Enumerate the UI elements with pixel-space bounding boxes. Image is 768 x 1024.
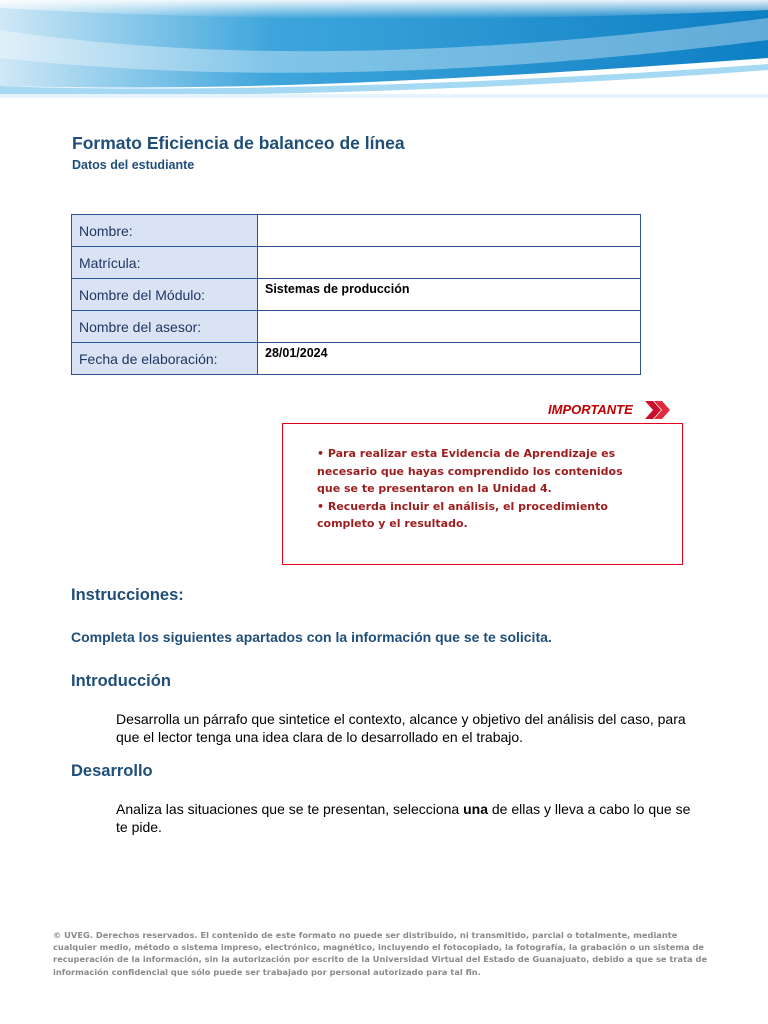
row-label-nombre: Nombre: bbox=[72, 215, 258, 247]
desarrollo-text-end: de ellas y lleva a cabo lo que se te pide. bbox=[116, 801, 691, 835]
page-title: Formato Eficiencia de balanceo de línea bbox=[72, 133, 405, 153]
desarrollo-text bbox=[116, 801, 696, 836]
important-item: • Para realizar esta Evidencia de Aprendizaje es necesario que hayas comprendido los contenidos que se te presentaron en la Unidad 4. bbox=[317, 447, 623, 495]
row-value-asesor[interactable] bbox=[258, 311, 641, 343]
row-value-modulo[interactable]: Sistemas de producción bbox=[258, 279, 641, 311]
header-banner bbox=[0, 0, 768, 98]
table-row bbox=[72, 215, 641, 247]
desarrollo-heading: Desarrollo bbox=[71, 762, 153, 780]
important-header bbox=[548, 398, 674, 422]
row-value-nombre[interactable] bbox=[258, 215, 641, 247]
table-row bbox=[72, 247, 641, 279]
important-item: • Recuerda incluir el análisis, el procedimiento completo y el resultado. bbox=[317, 499, 608, 530]
table-row bbox=[72, 311, 641, 343]
introduccion-heading: Introducción bbox=[71, 672, 171, 690]
row-value-fecha[interactable]: 28/01/2024 bbox=[258, 343, 641, 375]
student-data-table bbox=[71, 214, 641, 375]
row-label-modulo: Nombre del Módulo: bbox=[72, 279, 258, 311]
table-row bbox=[72, 279, 641, 311]
row-label-fecha: Fecha de elaboración: bbox=[72, 343, 258, 375]
introduccion-text: Desarrolla un párrafo que sintetice el contexto, alcance y objetivo del análisis del caso, para que el lector tenga una idea clara de lo desarrollado en el trabajo. bbox=[116, 711, 686, 745]
page-subtitle: Datos del estudiante bbox=[72, 158, 195, 172]
row-label-matricula: Matrícula: bbox=[72, 247, 258, 279]
copyright-footer: © UVEG. Derechos reservados. El contenido de este formato no puede ser distribuido, ni transmitido, parcial o totalmente, mediante cualquier medio, método o sistema impreso, electrónico, magnético, incluyendo el fotocopiado, la fotografía, la grabación o un sistema de recuperación de la información, sin la autorización por escrito de la Universidad Virtual del Estado de Guanajuato, debido a que se trata de información confidencial que sólo puede ser trabajado por personal autorizado para tal fin. bbox=[53, 930, 708, 977]
double-chevron-right-icon bbox=[644, 398, 672, 422]
row-value-matricula[interactable] bbox=[258, 247, 641, 279]
table-row bbox=[72, 343, 641, 375]
important-notice-box bbox=[282, 423, 683, 565]
desarrollo-text-start: Analiza las situaciones que se te presentan, selecciona bbox=[116, 801, 464, 817]
instrucciones-heading: Instrucciones: bbox=[71, 586, 184, 604]
instrucciones-text: Completa los siguientes apartados con la información que se te solicita. bbox=[71, 629, 552, 645]
desarrollo-text-bold: una bbox=[463, 801, 488, 817]
important-label: IMPORTANTE bbox=[548, 402, 633, 417]
row-label-asesor: Nombre del asesor: bbox=[72, 311, 258, 343]
